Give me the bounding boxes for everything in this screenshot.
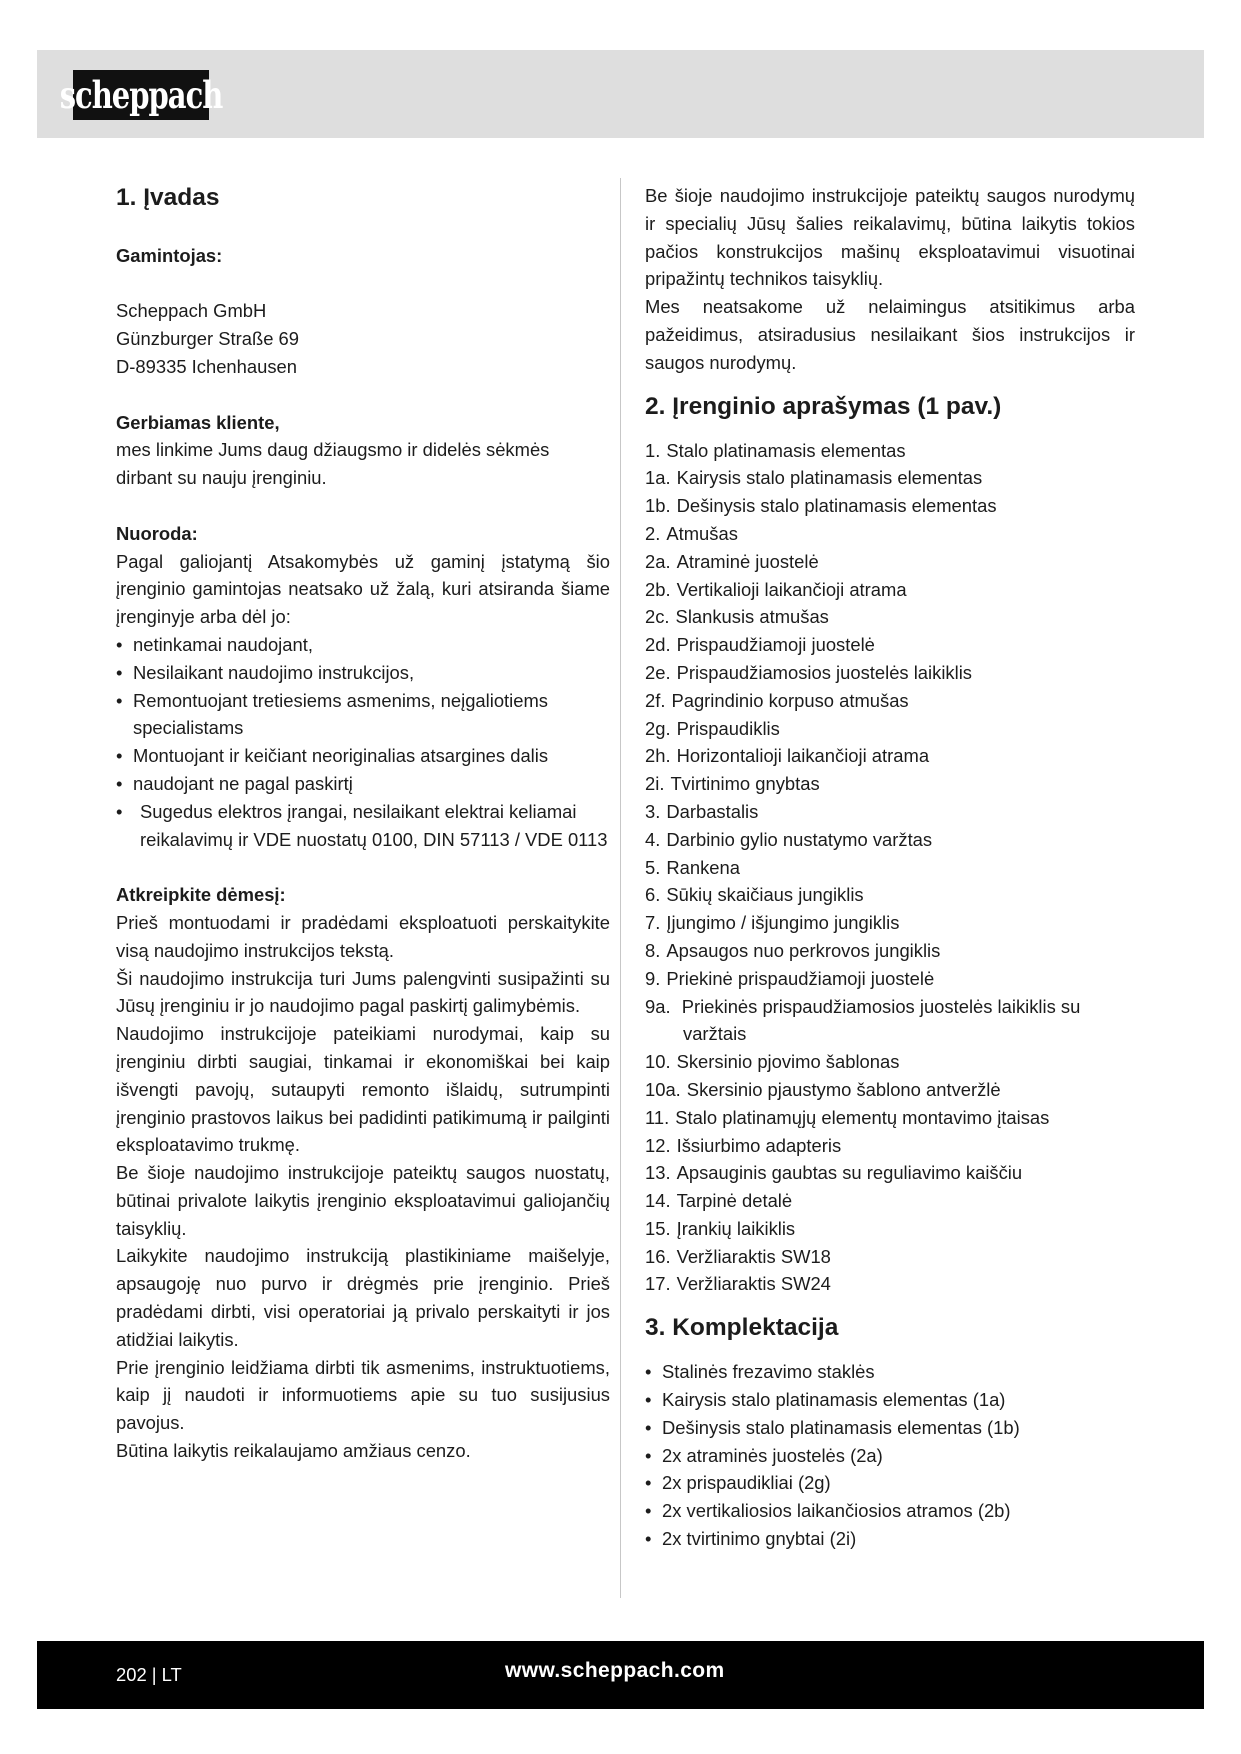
- website-link[interactable]: www.scheppach.com: [505, 1659, 725, 1682]
- list-item: 9. Priekinė prispaudžiamoji juostelė: [645, 967, 935, 989]
- list-item: 13. Apsauginis gaubtas su reguliavimo kaiščiu: [645, 1162, 1023, 1184]
- section-2-title: 2. Įrenginio aprašymas (1 pav.): [645, 392, 1002, 420]
- list-item: • Sugedus elektros įrangai, nesilaikant elektrai keliamai reikalavimų ir VDE nuostatų 0100, DIN 57113 / VDE 0113: [116, 800, 608, 850]
- list-item: • Montuojant ir keičiant neoriginalias atsargines dalis: [116, 745, 549, 767]
- manufacturer-label: Gamintojas:: [116, 244, 223, 266]
- list-item: 10a. Skersinio pjaustymo šablono antveržlė: [645, 1078, 1001, 1100]
- list-item: 2f. Pagrindinio korpuso atmušas: [645, 689, 909, 711]
- list-item: 2d. Prispaudžiamoji juostelė: [645, 634, 875, 656]
- kit-list: [645, 1358, 1135, 1553]
- section-3-title: 3. Komplektacija: [645, 1314, 839, 1342]
- parts-list: [645, 437, 1135, 1299]
- list-item: 6. Sūkių skaičiaus jungiklis: [645, 884, 864, 906]
- scheppach-logo: [59, 70, 223, 120]
- greeting-label: Gerbiamas kliente,: [116, 411, 280, 433]
- attention-label: Atkreipkite dėmesį:: [116, 884, 286, 906]
- list-item: • naudojant ne pagal paskirtį: [116, 772, 353, 794]
- section-1-title: 1. Įvadas: [116, 184, 220, 211]
- list-item: 12. Išsiurbimo adapteris: [645, 1134, 842, 1156]
- list-item: • netinkamai naudojant,: [116, 633, 313, 655]
- attention-paragraph: Ši naudojimo instrukcija turi Jums palengvinti susipažinti su Jūsų įrenginiu ir jo naudojimo pagal paskirtį galimybėmis.: [116, 967, 610, 1017]
- attention-paragraph: Naudojimo instrukcijoje pateikiami nurodymai, kaip su įrenginiu dirbti saugiai, tinkamai ir ekonomiškai bei kaip išvengti pavojų, sutaupyti remonto išlaidų, sutrumpinti įrenginio prastovos laikus bei padidinti patikimumą ir pailginti eksploatavimo trukmę.: [116, 1023, 610, 1156]
- list-item: • 2x tvirtinimo gnybtai (2i): [645, 1528, 857, 1550]
- address-line: D-89335 Ichenhausen: [116, 355, 297, 377]
- list-item: • Remontuojant tretiesiems asmenims, neįgaliotiems specialistams: [116, 689, 548, 739]
- list-item: 1. Stalo platinamasis elementas: [645, 439, 906, 461]
- left-column: [116, 182, 610, 1465]
- page-number: 202 | LT: [116, 1664, 182, 1685]
- intro-paragraph: Be šioje naudojimo instrukcijoje pateiktų saugos nurodymų ir specialių Jūsų šalies reikalavimų, būtina laikytis tokios pačios konstrukcijos mašinų eksploatavimui visuotinai pripažintų technikos taisyklių.: [645, 185, 1135, 290]
- list-item: 1b. Dešinysis stalo platinamasis elementas: [645, 495, 997, 517]
- note-label: Nuoroda:: [116, 522, 198, 544]
- attention-paragraph: Laikykite naudojimo instrukciją plastikiniame maišelyje, apsaugoję nuo purvo ir drėgmės prie įrenginio. Prieš pradėdami dirbti, visi operatoriai ją privalo perskaityti ir jos atidžiai laikytis.: [116, 1245, 610, 1350]
- list-item: 2. Atmušas: [645, 522, 738, 544]
- list-item: • Kairysis stalo platinamasis elementas (1a): [645, 1389, 1006, 1411]
- list-item: 2b. Vertikalioji laikančioji atrama: [645, 578, 907, 600]
- column-divider: [620, 178, 621, 1598]
- logo-text: scheppach: [59, 72, 223, 117]
- list-item: 2a. Atraminė juostelė: [645, 550, 819, 572]
- list-item: 17. Veržliaraktis SW24: [645, 1273, 831, 1295]
- address-line: Günzburger Straße 69: [116, 328, 299, 350]
- address-line: Scheppach GmbH: [116, 300, 267, 322]
- right-column: [645, 182, 1135, 1553]
- list-item: 10. Skersinio pjovimo šablonas: [645, 1051, 900, 1073]
- list-item: 2h. Horizontalioji laikančioji atrama: [645, 745, 930, 767]
- list-item: 7. Įjungimo / išjungimo jungiklis: [645, 912, 900, 934]
- list-item: • 2x atraminės juostelės (2a): [645, 1444, 883, 1466]
- list-item: 11. Stalo platinamųjų elementų montavimo įtaisas: [645, 1106, 1050, 1128]
- list-item: 5. Rankena: [645, 856, 740, 878]
- list-item: 3. Darbastalis: [645, 800, 759, 822]
- list-item: 2g. Prispaudiklis: [645, 717, 780, 739]
- attention-paragraph: Prie įrenginio leidžiama dirbti tik asmenims, instruktuotiems, kaip jį naudoti ir informuotiems apie su tuo susijusius pavojus.: [116, 1356, 610, 1434]
- list-item: 4. Darbinio gylio nustatymo varžtas: [645, 828, 933, 850]
- attention-paragraph: Prieš montuodami ir pradėdami eksploatuoti perskaitykite visą naudojimo instrukcijos tekstą.: [116, 911, 610, 961]
- list-item: 15. Įrankių laikiklis: [645, 1217, 796, 1239]
- attention-paragraph: Būtina laikytis reikalaujamo amžiaus cenzo.: [116, 1440, 471, 1462]
- note-text: Pagal galiojantį Atsakomybės už gaminį įstatymą šio įrenginio gamintojas neatsako už žalą, kuri atsiranda šiame įrenginyje arba dėl jo:: [116, 550, 610, 628]
- attention-paragraph: Be šioje naudojimo instrukcijoje pateiktų saugos nuostatų, būtinai privalote laikytis įrenginio eksploatavimui galiojančių taisyklių.: [116, 1162, 610, 1239]
- list-item: 8. Apsaugos nuo perkrovos jungiklis: [645, 939, 941, 961]
- list-item: 2e. Prispaudžiamosios juostelės laikiklis: [645, 661, 972, 683]
- greeting-text: mes linkime Jums daug džiaugsmo ir didelės sėkmės dirbant su nauju įrenginiu.: [116, 439, 550, 489]
- list-item: 16. Veržliaraktis SW18: [645, 1245, 831, 1267]
- list-item: 9a. Priekinės prispaudžiamosios juostelės laikiklis su varžtais: [645, 995, 1081, 1045]
- list-item: 2i. Tvirtinimo gnybtas: [645, 773, 820, 795]
- intro-paragraph: Mes neatsakome už nelaimingus atsitikimus arba pažeidimus, atsiradusius nesilaikant šios instrukcijos ir saugos nurodymų.: [645, 296, 1135, 373]
- list-item: • 2x prispaudikliai (2g): [645, 1472, 831, 1494]
- list-item: 2c. Slankusis atmušas: [645, 606, 829, 628]
- list-item: • Dešinysis stalo platinamasis elementas (1b): [645, 1416, 1020, 1438]
- list-item: 1a. Kairysis stalo platinamasis elementas: [645, 467, 983, 489]
- list-item: • Nesilaikant naudojimo instrukcijos,: [116, 661, 415, 683]
- list-item: • 2x vertikaliosios laikančiosios atramos (2b): [645, 1500, 1011, 1522]
- list-item: • Stalinės frezavimo staklės: [645, 1361, 875, 1383]
- list-item: 14. Tarpinė detalė: [645, 1190, 793, 1212]
- note-bullet-list: [116, 631, 610, 853]
